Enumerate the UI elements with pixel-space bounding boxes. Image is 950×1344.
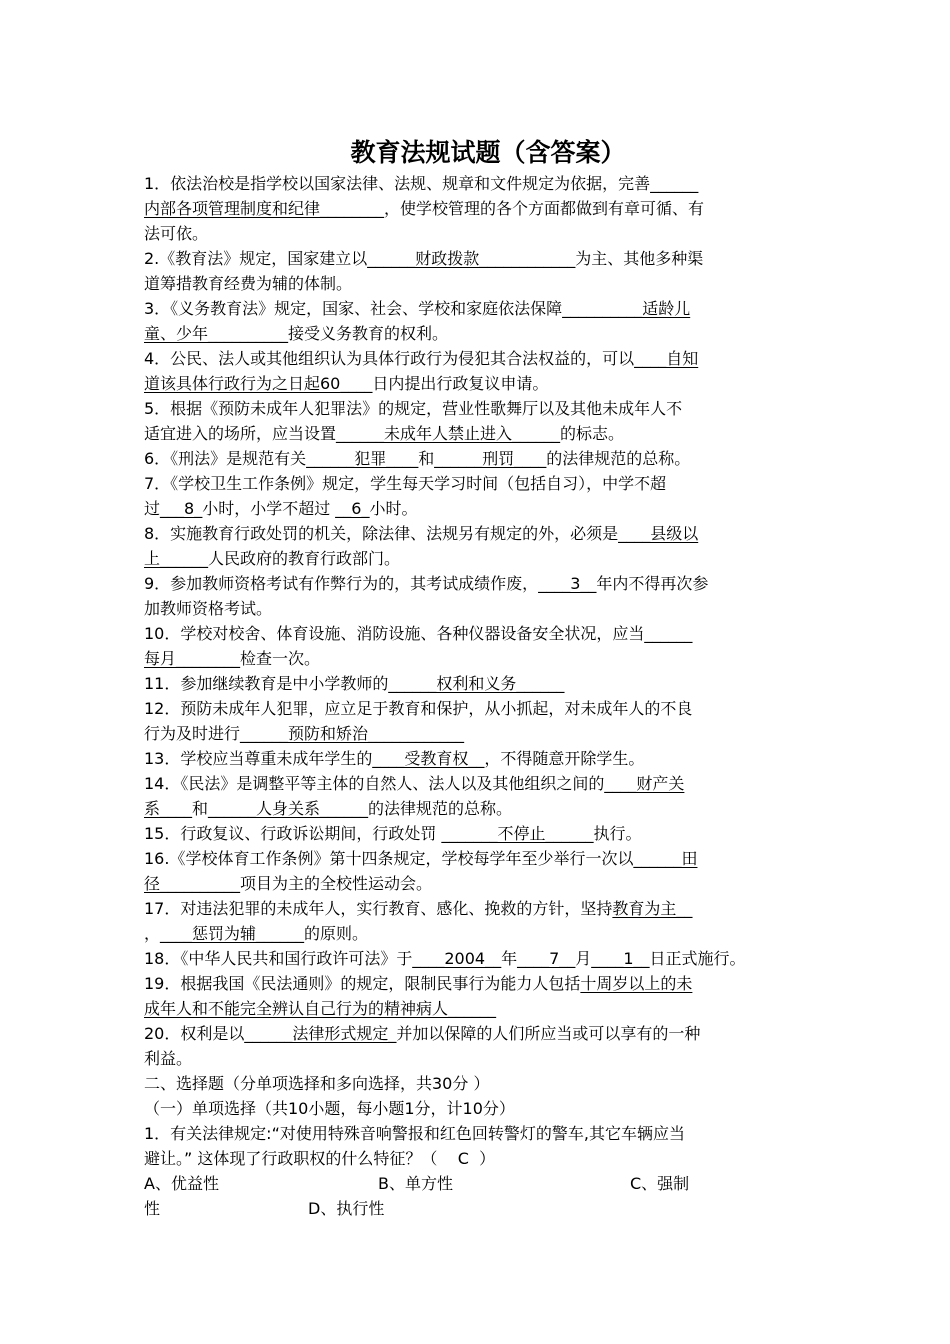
answer-blank: 径__________ <box>144 874 241 893</box>
answer-blank: ___8_ <box>160 499 203 518</box>
question-text: 1．有关法律规定:“对使用特殊音响警报和红色回转警灯的警车,其它车辆应当 <box>144 1124 685 1143</box>
question-text: ，不得随意开除学生。 <box>484 749 645 768</box>
answer-blank: ____县级以 <box>618 524 699 543</box>
text-line <box>144 221 824 246</box>
answer-blank: 系____ <box>144 799 193 818</box>
text-line <box>144 496 824 521</box>
question-text: 适宜进入的场所，应当设置 <box>144 424 337 443</box>
question-text: 3．《义务教育法》规定，国家、社会、学校和家庭依法保障 <box>144 299 563 318</box>
question-text: 1．依法治校是指学校以国家法律、法规、规章和文件规定为依据，完善 <box>144 174 651 193</box>
question-text: 8．实施教育行政处罚的机关，除法律、法规另有规定的外，必须是 <box>144 524 619 543</box>
answer-blank: ______ <box>644 624 693 643</box>
text-line <box>144 171 824 196</box>
document-page <box>144 135 824 1221</box>
question-text: 人民政府的教育行政部门。 <box>208 549 401 568</box>
option-row-2 <box>144 1196 824 1221</box>
question-text: 和 <box>192 799 209 818</box>
option-c: C、强制 <box>630 1174 690 1193</box>
question-text: 年内不得再次参 <box>596 574 709 593</box>
answer-blank: 每月________ <box>144 649 241 668</box>
question-text: 二、选择题（分单项选择和多向选择，共30分 ） <box>144 1074 490 1093</box>
answer-blank: ____7__ <box>517 949 576 968</box>
answer-blank: ____ <box>340 374 373 393</box>
question-text: 利益。 <box>144 1049 193 1068</box>
answer-blank: ______权利和义务______ <box>388 674 565 693</box>
question-text: 道筹措教育经费为辅的体制。 <box>144 274 353 293</box>
text-line <box>144 896 824 921</box>
question-list <box>144 171 824 1171</box>
answer-blank: ______预防和矫治____________ <box>240 724 465 743</box>
question-text: 的法律规范的总称。 <box>368 799 513 818</box>
question-text: 检查一次。 <box>240 649 321 668</box>
text-line <box>144 721 824 746</box>
text-line <box>144 746 824 771</box>
text-line <box>144 696 824 721</box>
text-line <box>144 296 824 321</box>
text-line <box>144 621 824 646</box>
option-row-1 <box>144 1171 824 1196</box>
text-line <box>144 846 824 871</box>
text-line <box>144 396 824 421</box>
answer-blank: ______财政拨款____________ <box>367 249 576 268</box>
answer-blank: 教育为主__ <box>612 899 693 918</box>
text-line <box>144 1096 824 1121</box>
answer-blank: 十周岁以上的未 <box>580 974 693 993</box>
question-text: （一）单项选择（共10小题，每小题1分，计10分） <box>144 1099 515 1118</box>
text-line <box>144 921 824 946</box>
text-line <box>144 271 824 296</box>
question-text: 2.《教育法》规定，国家建立以 <box>144 249 368 268</box>
text-line <box>144 596 824 621</box>
answer-blank: ______未成年人禁止进入______ <box>336 424 561 443</box>
question-text: 9．参加教师资格考试有作弊行为的，其考试成绩作废， <box>144 574 539 593</box>
answer-blank: ______ <box>650 174 699 193</box>
question-text: 法可依。 <box>144 224 209 243</box>
text-line <box>144 371 824 396</box>
question-text: ，使学校管理的各个方面都做到有章可循、有 <box>384 199 705 218</box>
answer-blank: ____财产关 <box>604 774 685 793</box>
question-text: 15．行政复议、行政诉讼期间，行政处罚 <box>144 824 442 843</box>
question-text: 小时，小学不超过 <box>202 499 336 518</box>
option-c-continued: 性 <box>144 1199 161 1218</box>
text-line <box>144 246 824 271</box>
text-line <box>144 971 824 996</box>
text-line <box>144 546 824 571</box>
text-line <box>144 946 824 971</box>
question-text: 执行。 <box>593 824 642 843</box>
text-line <box>144 646 824 671</box>
question-text: 过 <box>144 499 161 518</box>
answer-blank: __________适龄儿 <box>562 299 691 318</box>
answer-blank: 内部各项管理制度和纪律________ <box>144 199 385 218</box>
question-text: 14．《民法》是调整平等主体的自然人、法人以及其他组织之间的 <box>144 774 605 793</box>
question-text: 13．学校应当尊重未成年学生的 <box>144 749 373 768</box>
question-text: 并加以保障的人们所应当或可以享有的一种 <box>396 1024 701 1043</box>
text-line <box>144 196 824 221</box>
question-text: 7．《学校卫生工作条例》规定，学生每天学习时间（包括自习），中学不超 <box>144 474 667 493</box>
text-line <box>144 1121 824 1146</box>
question-text: 5．根据《预防未成年人犯罪法》的规定，营业性歌舞厅以及其他未成年人不 <box>144 399 683 418</box>
answer-blank: ____惩罚为辅______ <box>160 924 305 943</box>
answer-blank: 成年人和不能完全辨认自己行为的精神病人______ <box>144 999 497 1018</box>
question-text: 年 <box>501 949 518 968</box>
text-line <box>144 1071 824 1096</box>
answer-blank: ____受教育权__ <box>372 749 485 768</box>
question-text: 18．《中华人民共和国行政许可法》于 <box>144 949 413 968</box>
question-text: 19．根据我国《民法通则》的规定，限制民事行为能力人包括 <box>144 974 581 993</box>
text-line <box>144 771 824 796</box>
question-text: 月 <box>575 949 592 968</box>
question-text: 16.《学校体育工作条例》第十四条规定，学校每学年至少举行一次以 <box>144 849 634 868</box>
text-line <box>144 671 824 696</box>
option-d: D、执行性 <box>308 1199 385 1218</box>
answer-blank: 童、少年__________ <box>144 324 289 343</box>
question-text: 10．学校对校舍、体育设施、消防设施、各种仪器设备安全状况，应当 <box>144 624 645 643</box>
text-line <box>144 321 824 346</box>
question-text: 小时。 <box>369 499 418 518</box>
answer-blank: ______人身关系______ <box>208 799 369 818</box>
answer-blank: ______田 <box>633 849 698 868</box>
question-text: 加教师资格考试。 <box>144 599 273 618</box>
question-text: 4．公民、法人或其他组织认为具体行政行为侵犯其合法权益的，可以 <box>144 349 635 368</box>
option-a: A、优益性 <box>144 1174 219 1193</box>
question-text: 12．预防未成年人犯罪，应立足于教育和保护，从小抓起，对未成年人的不良 <box>144 699 693 718</box>
question-text: 行为及时进行 <box>144 724 241 743</box>
question-text: 的法律规范的总称。 <box>546 449 691 468</box>
question-text: 避让。” 这体现了行政职权的什么特征？（ C ） <box>144 1149 496 1168</box>
question-text: 11．参加继续教育是中小学教师的 <box>144 674 389 693</box>
option-b: B、单方性 <box>378 1174 453 1193</box>
answer-blank: ______犯罪____ <box>306 449 419 468</box>
answer-blank: ______法律形式规定_ <box>244 1024 397 1043</box>
question-text: 接受义务教育的权利。 <box>288 324 449 343</box>
answer-blank: ____1__ <box>591 949 650 968</box>
answer-blank: 道该具体行政行为之日起60 <box>144 374 341 393</box>
text-line <box>144 1021 824 1046</box>
text-line <box>144 871 824 896</box>
answer-blank: ______刑罚____ <box>434 449 547 468</box>
question-text: 日正式施行。 <box>649 949 746 968</box>
question-text: 20．权利是以 <box>144 1024 245 1043</box>
question-text: 为主、其他多种渠 <box>575 249 704 268</box>
text-line <box>144 446 824 471</box>
text-line <box>144 1146 824 1171</box>
question-text: 日内提出行政复议申请。 <box>372 374 549 393</box>
answer-blank: ____2004__ <box>412 949 502 968</box>
page-title: 教育法规试题（含答案） <box>350 138 626 167</box>
answer-blank: __6_ <box>335 499 370 518</box>
text-line <box>144 421 824 446</box>
answer-blank: ____自知 <box>634 349 699 368</box>
question-text: 6．《刑法》是规范有关 <box>144 449 307 468</box>
text-line <box>144 1046 824 1071</box>
question-text: 和 <box>418 449 435 468</box>
text-line <box>144 821 824 846</box>
text-line <box>144 796 824 821</box>
question-text: 的标志。 <box>560 424 625 443</box>
question-text: 项目为主的全校性运动会。 <box>240 874 433 893</box>
answer-blank: 上______ <box>144 549 209 568</box>
question-text: 17．对违法犯罪的未成年人，实行教育、感化、挽救的方针，坚持 <box>144 899 613 918</box>
text-line <box>144 346 824 371</box>
text-line <box>144 471 824 496</box>
text-line <box>144 521 824 546</box>
text-line <box>144 996 824 1021</box>
question-text: ， <box>144 924 161 943</box>
answer-blank: _______不停止______ <box>441 824 594 843</box>
text-line <box>144 571 824 596</box>
question-text: 的原则。 <box>304 924 369 943</box>
answer-blank: ____3__ <box>538 574 597 593</box>
